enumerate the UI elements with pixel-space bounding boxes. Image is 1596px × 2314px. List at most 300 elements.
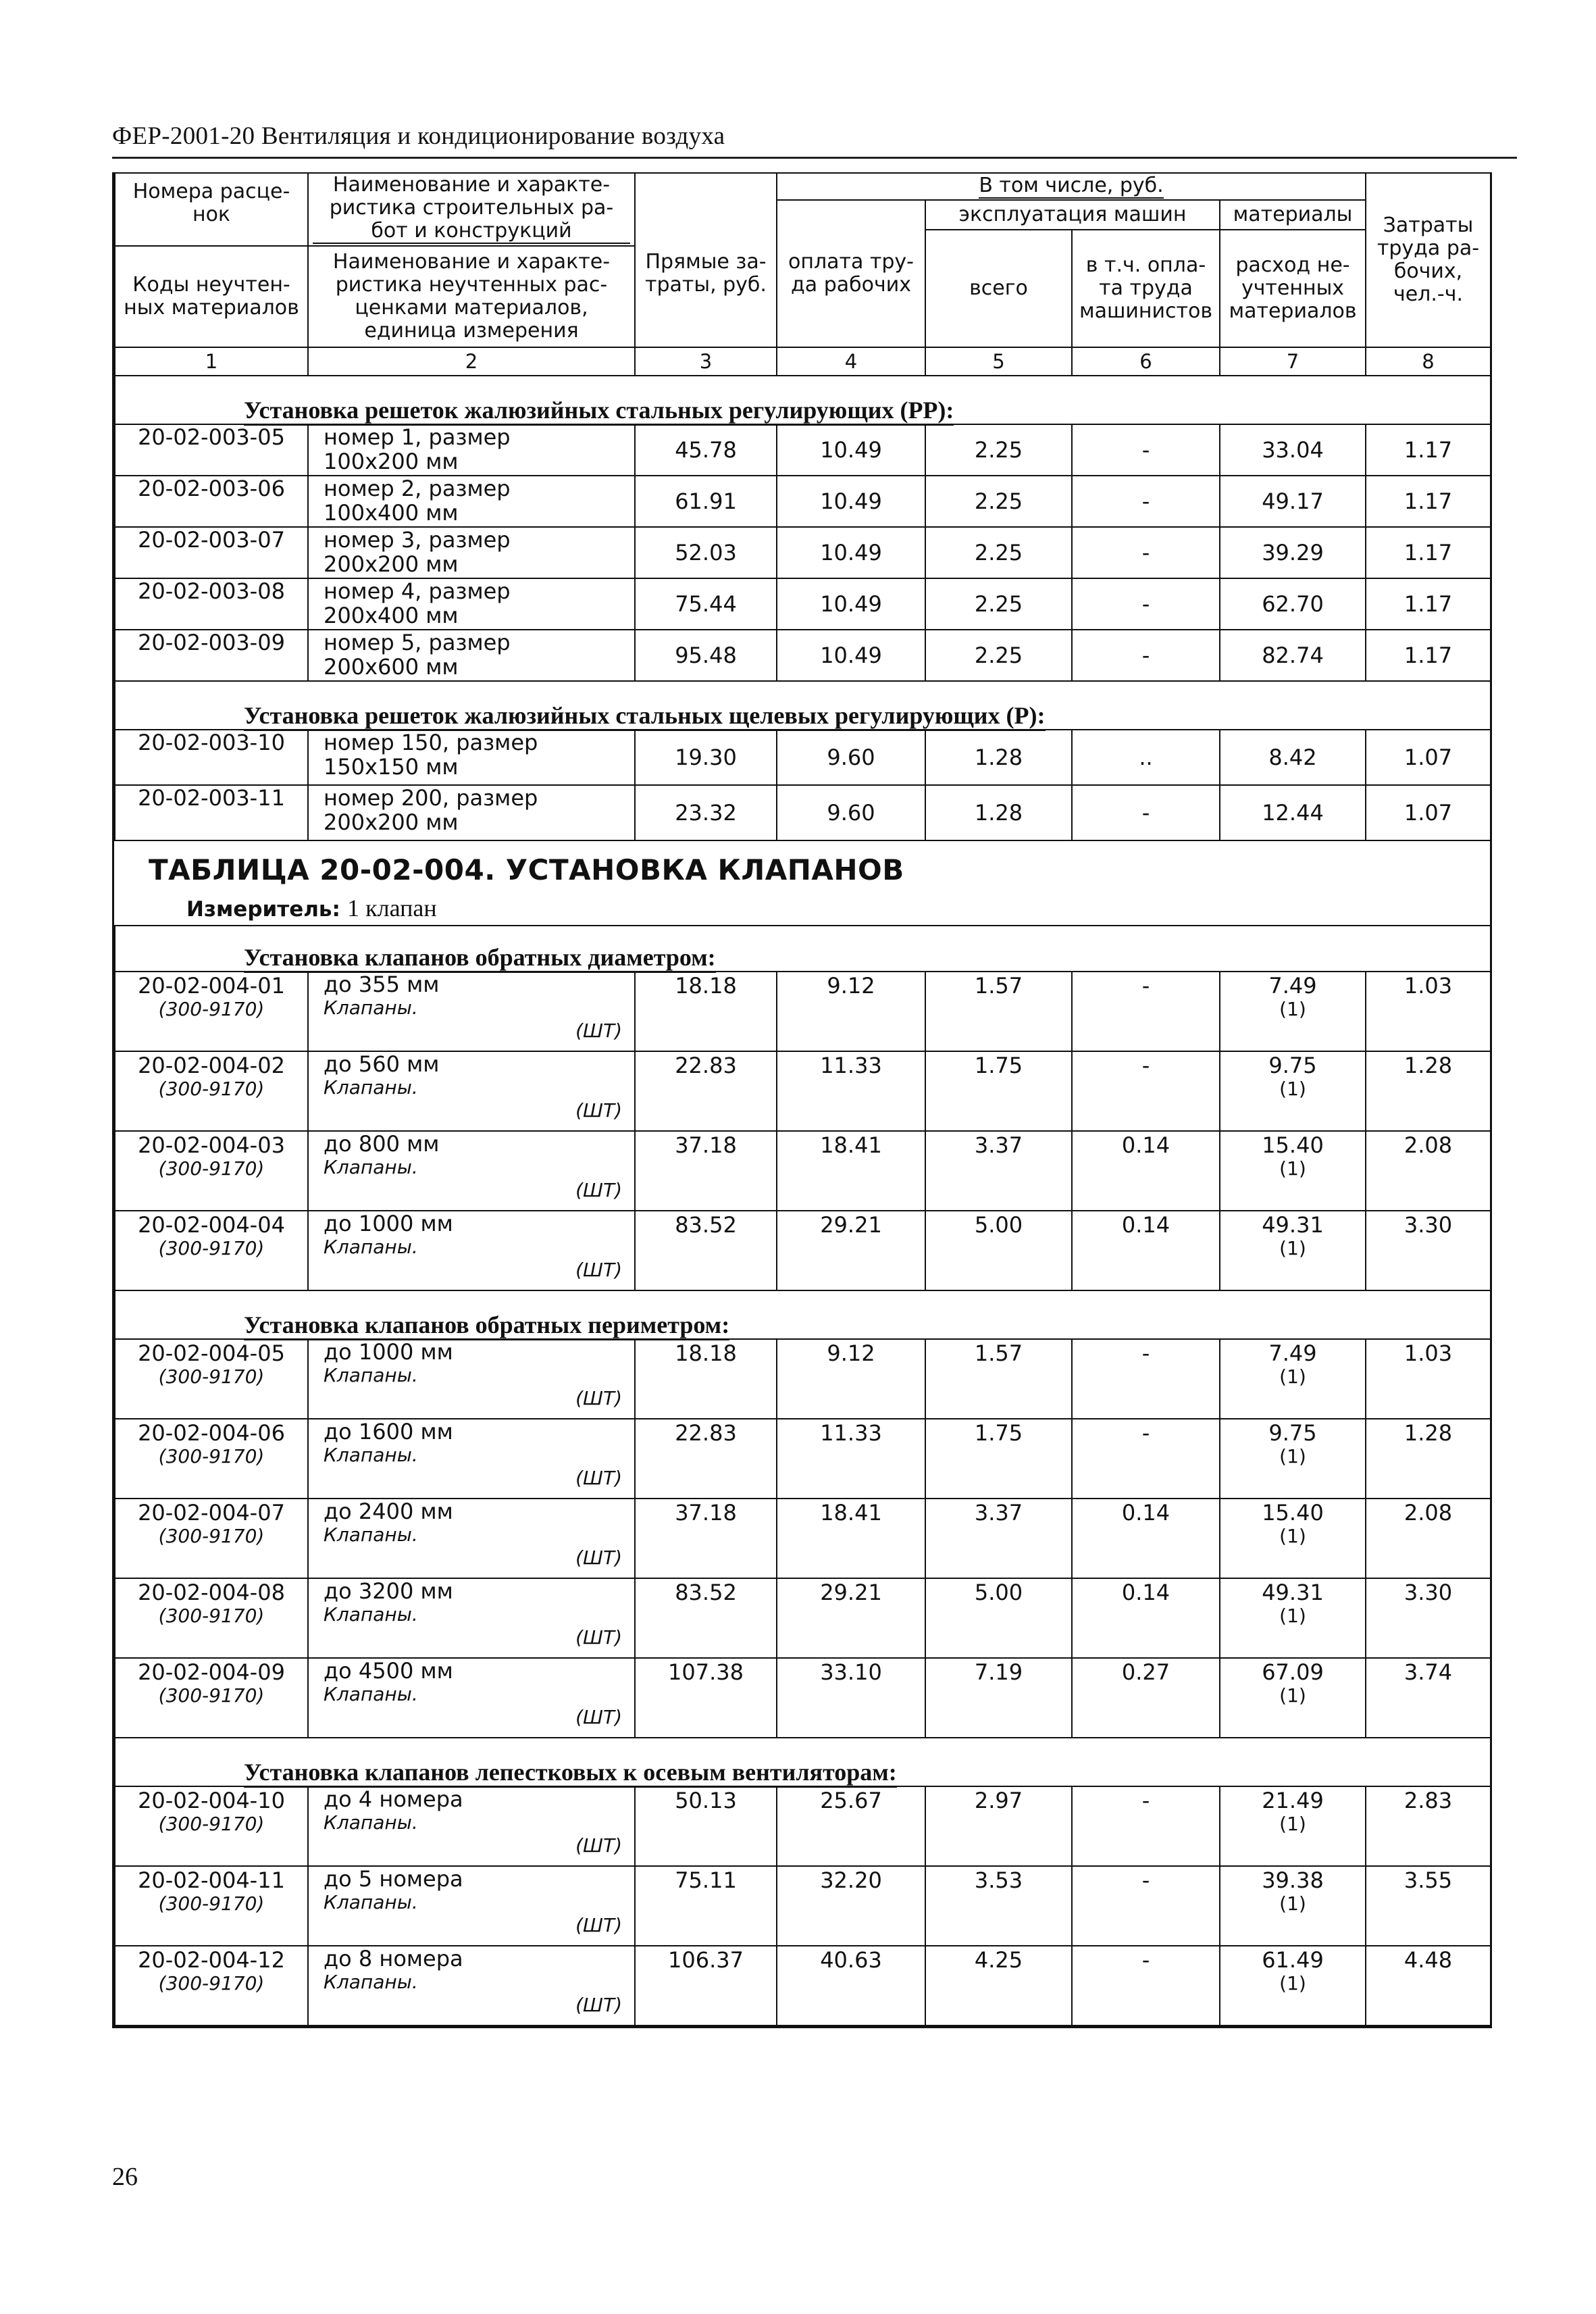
worker-pay: 40.63 bbox=[777, 1946, 925, 2026]
table-row bbox=[115, 1658, 1491, 1738]
rate-code: 20-02-004-11 bbox=[138, 1867, 285, 1893]
header-material-codes: Коды неучтен-ных материалов bbox=[115, 246, 308, 347]
machinist-pay: - bbox=[1072, 785, 1220, 840]
rate-code-cell bbox=[115, 1786, 308, 1866]
materials: 67.09 bbox=[1262, 1659, 1324, 1685]
material-code: (300-9170) bbox=[158, 1605, 265, 1627]
rate-code: 20-02-003-08 bbox=[115, 578, 308, 630]
labor-hours: 1.17 bbox=[1366, 578, 1491, 630]
labor-hours: 1.17 bbox=[1366, 630, 1491, 681]
worker-pay: 32.20 bbox=[777, 1866, 925, 1946]
table-row bbox=[115, 1499, 1491, 1578]
table-row bbox=[115, 1051, 1491, 1131]
worker-pay: 9.60 bbox=[777, 785, 925, 840]
labor-hours: 2.08 bbox=[1366, 1499, 1491, 1578]
material-unit: (ШТ) bbox=[575, 1467, 622, 1489]
material-unit: (ШТ) bbox=[575, 1994, 622, 2016]
material-quantity: (1) bbox=[1279, 1813, 1306, 1835]
machines-total: 1.28 bbox=[925, 730, 1072, 785]
materials: 82.74 bbox=[1220, 630, 1366, 681]
work-description bbox=[308, 1786, 635, 1866]
machinist-pay: - bbox=[1072, 1946, 1220, 2026]
materials-cell bbox=[1220, 972, 1366, 1051]
materials: 49.31 bbox=[1262, 1212, 1324, 1238]
direct-costs: 18.18 bbox=[635, 1339, 777, 1419]
labor-hours: 1.03 bbox=[1366, 1339, 1491, 1419]
measure-value: 1 клапан bbox=[347, 895, 437, 922]
machinist-pay: - bbox=[1072, 424, 1220, 476]
material-quantity: (1) bbox=[1279, 1157, 1306, 1180]
rate-code: 20-02-004-01 bbox=[138, 973, 285, 999]
material-quantity: (1) bbox=[1279, 1684, 1306, 1707]
work-description bbox=[308, 785, 635, 840]
rate-code: 20-02-004-08 bbox=[138, 1580, 285, 1605]
material-quantity: (1) bbox=[1279, 1237, 1306, 1259]
column-number: 2 bbox=[308, 347, 635, 376]
rate-code: 20-02-003-11 bbox=[115, 785, 308, 840]
work-description bbox=[308, 1866, 635, 1946]
materials: 49.17 bbox=[1220, 476, 1366, 527]
header-including-text: В том числе, руб. bbox=[979, 174, 1164, 197]
material-code: (300-9170) bbox=[158, 1445, 265, 1467]
header-rate-numbers: Номера расце-нок bbox=[115, 173, 308, 246]
header-work-name-text: Наименование и характе-ристика строительных ра-бот и конструкций bbox=[313, 174, 630, 244]
measure-unit bbox=[186, 894, 437, 922]
column-number: 6 bbox=[1072, 347, 1220, 376]
machinist-pay: - bbox=[1072, 476, 1220, 527]
machinist-pay: - bbox=[1072, 1866, 1220, 1946]
desc-line: до 1000 мм bbox=[324, 1339, 453, 1365]
worker-pay: 33.10 bbox=[777, 1658, 925, 1738]
materials-cell bbox=[1220, 1658, 1366, 1738]
material-unit: (ШТ) bbox=[575, 1259, 622, 1281]
materials: 39.38 bbox=[1262, 1867, 1324, 1893]
table-row bbox=[115, 1339, 1491, 1419]
materials-cell bbox=[1220, 1946, 1366, 2026]
rate-code-cell bbox=[115, 1211, 308, 1290]
desc-line: до 5 номера bbox=[324, 1866, 463, 1892]
materials: 9.75 bbox=[1268, 1053, 1317, 1078]
work-description bbox=[308, 630, 635, 681]
header-material-name: Наименование и характе-ристика неучтенных рас-ценками материалов, единица измерения bbox=[308, 246, 635, 347]
direct-costs: 19.30 bbox=[635, 730, 777, 785]
material-unit: (ШТ) bbox=[575, 1914, 622, 1936]
machines-total: 2.25 bbox=[925, 424, 1072, 476]
rate-code: 20-02-004-03 bbox=[138, 1132, 285, 1158]
materials: 21.49 bbox=[1262, 1788, 1324, 1813]
direct-costs: 18.18 bbox=[635, 972, 777, 1051]
machines-total: 5.00 bbox=[925, 1211, 1072, 1290]
machinist-pay: - bbox=[1072, 1051, 1220, 1131]
measure-label: Измеритель: bbox=[186, 897, 340, 922]
machinist-pay: - bbox=[1072, 630, 1220, 681]
rate-code-cell bbox=[115, 1419, 308, 1499]
material-unit: (ШТ) bbox=[575, 1099, 622, 1122]
table-row bbox=[115, 527, 1491, 578]
work-description bbox=[308, 476, 635, 527]
direct-costs: 22.83 bbox=[635, 1419, 777, 1499]
materials: 39.29 bbox=[1220, 527, 1366, 578]
material-code: (300-9170) bbox=[158, 1813, 265, 1835]
materials-cell bbox=[1220, 1786, 1366, 1866]
work-description bbox=[308, 1339, 635, 1419]
work-description bbox=[308, 1578, 635, 1658]
rate-code: 20-02-004-12 bbox=[138, 1947, 285, 1973]
materials: 7.49 bbox=[1268, 1340, 1317, 1366]
labor-hours: 1.07 bbox=[1366, 730, 1491, 785]
table-row bbox=[115, 1786, 1491, 1866]
material-code: (300-9170) bbox=[158, 1365, 265, 1388]
materials-cell bbox=[1220, 1131, 1366, 1211]
header-worker-pay: оплата тру-да рабочих bbox=[777, 200, 925, 347]
section-title-text: Установка клапанов обратных диаметром: bbox=[244, 944, 716, 973]
rate-code: 20-02-004-09 bbox=[138, 1659, 285, 1685]
rate-code-cell bbox=[115, 1866, 308, 1946]
rate-code: 20-02-004-07 bbox=[138, 1500, 285, 1526]
desc-line: номер 2, размер bbox=[324, 476, 511, 501]
work-description bbox=[308, 1419, 635, 1499]
direct-costs: 107.38 bbox=[635, 1658, 777, 1738]
rate-code-cell bbox=[115, 1658, 308, 1738]
work-description bbox=[308, 1658, 635, 1738]
desc-line: номер 150, размер bbox=[324, 730, 538, 755]
worker-pay: 9.12 bbox=[777, 972, 925, 1051]
column-number: 7 bbox=[1220, 347, 1366, 376]
material-name: Клапаны. bbox=[324, 997, 418, 1019]
rate-code-cell bbox=[115, 1946, 308, 2026]
rates-sheet bbox=[112, 172, 1492, 2028]
material-name: Клапаны. bbox=[324, 1603, 418, 1626]
labor-hours: 1.28 bbox=[1366, 1419, 1491, 1499]
machines-total: 4.25 bbox=[925, 1946, 1072, 2026]
machines-total: 1.57 bbox=[925, 1339, 1072, 1419]
material-code: (300-9170) bbox=[158, 1237, 265, 1259]
header-work-name bbox=[308, 173, 635, 246]
worker-pay: 11.33 bbox=[777, 1051, 925, 1131]
material-name: Клапаны. bbox=[324, 1236, 418, 1258]
material-unit: (ШТ) bbox=[575, 1834, 622, 1857]
desc-line: 100x200 мм bbox=[324, 449, 459, 474]
table-row bbox=[115, 1578, 1491, 1658]
machinist-pay: 0.14 bbox=[1072, 1211, 1220, 1290]
machinist-pay: 0.14 bbox=[1072, 1499, 1220, 1578]
material-name: Клапаны. bbox=[324, 1364, 418, 1386]
machines-total: 1.75 bbox=[925, 1419, 1072, 1499]
desc-line: до 355 мм bbox=[324, 972, 440, 997]
work-description bbox=[308, 578, 635, 630]
column-number-row bbox=[115, 347, 1491, 376]
rate-code-cell bbox=[115, 972, 308, 1051]
material-name: Клапаны. bbox=[324, 1076, 418, 1099]
table-row bbox=[115, 785, 1491, 840]
rate-code: 20-02-004-02 bbox=[138, 1053, 285, 1078]
materials: 9.75 bbox=[1268, 1420, 1317, 1446]
table-row bbox=[115, 730, 1491, 785]
materials: 7.49 bbox=[1268, 973, 1317, 999]
machines-total: 1.28 bbox=[925, 785, 1072, 840]
material-unit: (ШТ) bbox=[575, 1387, 622, 1409]
desc-line: до 4500 мм bbox=[324, 1658, 453, 1684]
machinist-pay: 0.27 bbox=[1072, 1658, 1220, 1738]
desc-line: до 560 мм bbox=[324, 1051, 440, 1077]
material-code: (300-9170) bbox=[158, 998, 265, 1020]
material-quantity: (1) bbox=[1279, 1445, 1306, 1467]
worker-pay: 29.21 bbox=[777, 1211, 925, 1290]
machinist-pay: - bbox=[1072, 1419, 1220, 1499]
materials: 15.40 bbox=[1262, 1132, 1324, 1158]
table-caption bbox=[115, 841, 1491, 925]
column-number: 8 bbox=[1366, 347, 1491, 376]
direct-costs: 75.11 bbox=[635, 1866, 777, 1946]
section-title bbox=[115, 681, 1491, 730]
desc-line: 200x400 мм bbox=[324, 603, 459, 628]
desc-line: до 1000 мм bbox=[324, 1211, 453, 1236]
header-machines: эксплуатация машин bbox=[925, 200, 1220, 230]
desc-line: 100x400 мм bbox=[324, 500, 459, 526]
desc-line: 200x200 мм bbox=[324, 809, 459, 835]
labor-hours: 3.74 bbox=[1366, 1658, 1491, 1738]
rate-code: 20-02-003-07 bbox=[115, 527, 308, 578]
machinist-pay: - bbox=[1072, 1786, 1220, 1866]
material-code: (300-9170) bbox=[158, 1157, 265, 1180]
materials-cell bbox=[1220, 1578, 1366, 1658]
section-title-text: Установка решеток жалюзийных стальных щелевых регулирующих (Р): bbox=[244, 702, 1046, 731]
materials: 15.40 bbox=[1262, 1500, 1324, 1526]
labor-hours: 3.30 bbox=[1366, 1578, 1491, 1658]
table-row bbox=[115, 1866, 1491, 1946]
labor-hours: 4.48 bbox=[1366, 1946, 1491, 2026]
desc-line: номер 5, размер bbox=[324, 630, 511, 655]
table-row bbox=[115, 972, 1491, 1051]
desc-line: номер 3, размер bbox=[324, 527, 511, 553]
worker-pay: 10.49 bbox=[777, 527, 925, 578]
worker-pay: 18.41 bbox=[777, 1499, 925, 1578]
material-quantity: (1) bbox=[1279, 1365, 1306, 1388]
rate-code: 20-02-003-09 bbox=[115, 630, 308, 681]
table-row bbox=[115, 1419, 1491, 1499]
labor-hours: 2.83 bbox=[1366, 1786, 1491, 1866]
rate-code-cell bbox=[115, 1578, 308, 1658]
table-row bbox=[115, 630, 1491, 681]
work-description bbox=[308, 1946, 635, 2026]
column-number: 3 bbox=[635, 347, 777, 376]
materials: 33.04 bbox=[1220, 424, 1366, 476]
header-materials: материалы bbox=[1220, 200, 1366, 230]
running-head: ФЕР-2001-20 Вентиляция и кондиционирование воздуха bbox=[112, 122, 725, 150]
labor-hours: 3.55 bbox=[1366, 1866, 1491, 1946]
material-name: Клапаны. bbox=[324, 1811, 418, 1834]
section-title bbox=[115, 376, 1491, 424]
work-description bbox=[308, 972, 635, 1051]
material-code: (300-9170) bbox=[158, 1892, 265, 1915]
material-name: Клапаны. bbox=[324, 1524, 418, 1546]
direct-costs: 50.13 bbox=[635, 1786, 777, 1866]
material-name: Клапаны. bbox=[324, 1444, 418, 1466]
material-code: (300-9170) bbox=[158, 1684, 265, 1707]
direct-costs: 83.52 bbox=[635, 1211, 777, 1290]
column-number: 5 bbox=[925, 347, 1072, 376]
materials: 49.31 bbox=[1262, 1580, 1324, 1605]
labor-hours: 3.30 bbox=[1366, 1211, 1491, 1290]
direct-costs: 106.37 bbox=[635, 1946, 777, 2026]
materials-cell bbox=[1220, 1339, 1366, 1419]
section-title-text: Установка решеток жалюзийных стальных регулирующих (РР): bbox=[244, 397, 954, 426]
section-title bbox=[115, 1738, 1491, 1786]
machines-total: 1.57 bbox=[925, 972, 1072, 1051]
material-code: (300-9170) bbox=[158, 1972, 265, 1994]
desc-line: до 8 номера bbox=[324, 1946, 463, 1971]
work-description bbox=[308, 730, 635, 785]
rate-code-cell bbox=[115, 1131, 308, 1211]
worker-pay: 9.60 bbox=[777, 730, 925, 785]
table-row bbox=[115, 578, 1491, 630]
worker-pay: 11.33 bbox=[777, 1419, 925, 1499]
rate-code: 20-02-004-06 bbox=[138, 1420, 285, 1446]
header-machinist-pay: в т.ч. опла-та труда машинистов bbox=[1072, 230, 1220, 347]
worker-pay: 25.67 bbox=[777, 1786, 925, 1866]
desc-line: 200x600 мм bbox=[324, 654, 459, 680]
direct-costs: 61.91 bbox=[635, 476, 777, 527]
material-unit: (ШТ) bbox=[575, 1020, 622, 1042]
machines-total: 3.37 bbox=[925, 1499, 1072, 1578]
rate-code: 20-02-004-05 bbox=[138, 1340, 285, 1366]
direct-costs: 52.03 bbox=[635, 527, 777, 578]
machinist-pay: 0.14 bbox=[1072, 1131, 1220, 1211]
worker-pay: 10.49 bbox=[777, 630, 925, 681]
materials-cell bbox=[1220, 1419, 1366, 1499]
direct-costs: 23.32 bbox=[635, 785, 777, 840]
machinist-pay: - bbox=[1072, 1339, 1220, 1419]
desc-line: до 3200 мм bbox=[324, 1578, 453, 1604]
column-number: 4 bbox=[777, 347, 925, 376]
direct-costs: 37.18 bbox=[635, 1499, 777, 1578]
machines-total: 1.75 bbox=[925, 1051, 1072, 1131]
labor-hours: 1.17 bbox=[1366, 424, 1491, 476]
desc-line: 200x200 мм bbox=[324, 551, 459, 577]
material-name: Клапаны. bbox=[324, 1156, 418, 1178]
materials-cell bbox=[1220, 1211, 1366, 1290]
machinist-pay: - bbox=[1072, 972, 1220, 1051]
work-description bbox=[308, 527, 635, 578]
worker-pay: 29.21 bbox=[777, 1578, 925, 1658]
materials: 8.42 bbox=[1220, 730, 1366, 785]
material-quantity: (1) bbox=[1279, 1972, 1306, 1994]
desc-line: номер 4, размер bbox=[324, 578, 511, 604]
work-description bbox=[308, 1131, 635, 1211]
worker-pay: 10.49 bbox=[777, 424, 925, 476]
work-description bbox=[308, 1051, 635, 1131]
materials-cell bbox=[1220, 1866, 1366, 1946]
rate-code: 20-02-004-10 bbox=[138, 1788, 285, 1813]
table-row bbox=[115, 1211, 1491, 1290]
page-number: 26 bbox=[112, 2163, 138, 2191]
material-quantity: (1) bbox=[1279, 1892, 1306, 1915]
header-unaccounted-materials: расход не-учтенных материалов bbox=[1220, 230, 1366, 347]
materials-cell bbox=[1220, 1499, 1366, 1578]
header-direct-costs: Прямые за-траты, руб. bbox=[635, 173, 777, 347]
column-number: 1 bbox=[115, 347, 308, 376]
material-name: Клапаны. bbox=[324, 1971, 418, 1993]
material-quantity: (1) bbox=[1279, 1078, 1306, 1100]
machines-total: 2.97 bbox=[925, 1786, 1072, 1866]
worker-pay: 18.41 bbox=[777, 1131, 925, 1211]
rate-code-cell bbox=[115, 1499, 308, 1578]
rate-code: 20-02-003-10 bbox=[115, 730, 308, 785]
labor-hours: 1.07 bbox=[1366, 785, 1491, 840]
work-description bbox=[308, 1499, 635, 1578]
material-unit: (ШТ) bbox=[575, 1626, 622, 1649]
work-description bbox=[308, 424, 635, 476]
direct-costs: 95.48 bbox=[635, 630, 777, 681]
material-name: Клапаны. bbox=[324, 1891, 418, 1913]
materials: 61.49 bbox=[1262, 1947, 1324, 1973]
material-code: (300-9170) bbox=[158, 1525, 265, 1547]
labor-hours: 1.28 bbox=[1366, 1051, 1491, 1131]
machinist-pay: - bbox=[1072, 527, 1220, 578]
rate-code: 20-02-003-05 bbox=[115, 424, 308, 476]
rate-code: 20-02-004-04 bbox=[138, 1212, 285, 1238]
labor-hours: 2.08 bbox=[1366, 1131, 1491, 1211]
table-row bbox=[115, 1946, 1491, 2026]
material-quantity: (1) bbox=[1279, 1525, 1306, 1547]
direct-costs: 75.44 bbox=[635, 578, 777, 630]
material-unit: (ШТ) bbox=[575, 1706, 622, 1728]
header-rule bbox=[112, 157, 1517, 159]
section-title-text: Установка клапанов обратных периметром: bbox=[244, 1311, 729, 1340]
table-title: ТАБЛИЦА 20-02-004. УСТАНОВКА КЛАПАНОВ bbox=[149, 853, 904, 886]
direct-costs: 22.83 bbox=[635, 1051, 777, 1131]
machines-total: 2.25 bbox=[925, 630, 1072, 681]
machines-total: 3.53 bbox=[925, 1866, 1072, 1946]
section-title bbox=[115, 1290, 1491, 1339]
direct-costs: 45.78 bbox=[635, 424, 777, 476]
machines-total: 7.19 bbox=[925, 1658, 1072, 1738]
material-code: (300-9170) bbox=[158, 1078, 265, 1100]
rate-code-cell bbox=[115, 1051, 308, 1131]
direct-costs: 83.52 bbox=[635, 1578, 777, 1658]
desc-line: номер 200, размер bbox=[324, 785, 538, 811]
rate-code-cell bbox=[115, 1339, 308, 1419]
materials-cell bbox=[1220, 1051, 1366, 1131]
labor-hours: 1.17 bbox=[1366, 476, 1491, 527]
rate-code: 20-02-003-06 bbox=[115, 476, 308, 527]
machinist-pay: .. bbox=[1072, 730, 1220, 785]
desc-line: номер 1, размер bbox=[324, 424, 511, 450]
table-caption-cell bbox=[115, 840, 1491, 926]
material-unit: (ШТ) bbox=[575, 1179, 622, 1201]
machinist-pay: 0.14 bbox=[1072, 1578, 1220, 1658]
labor-hours: 1.03 bbox=[1366, 972, 1491, 1051]
desc-line: до 800 мм bbox=[324, 1131, 440, 1157]
materials: 12.44 bbox=[1220, 785, 1366, 840]
desc-line: 150x150 мм bbox=[324, 754, 459, 780]
header-including bbox=[777, 173, 1366, 200]
header-labor-hours: Затраты труда ра-бочих, чел.-ч. bbox=[1366, 173, 1491, 347]
materials: 62.70 bbox=[1220, 578, 1366, 630]
machinist-pay: - bbox=[1072, 578, 1220, 630]
machines-total: 2.25 bbox=[925, 527, 1072, 578]
work-description bbox=[308, 1211, 635, 1290]
worker-pay: 10.49 bbox=[777, 476, 925, 527]
direct-costs: 37.18 bbox=[635, 1131, 777, 1211]
table-row bbox=[115, 1131, 1491, 1211]
header-machines-total: всего bbox=[925, 230, 1072, 347]
material-name: Клапаны. bbox=[324, 1683, 418, 1705]
machines-total: 2.25 bbox=[925, 578, 1072, 630]
worker-pay: 10.49 bbox=[777, 578, 925, 630]
table-row bbox=[115, 424, 1491, 476]
machines-total: 2.25 bbox=[925, 476, 1072, 527]
